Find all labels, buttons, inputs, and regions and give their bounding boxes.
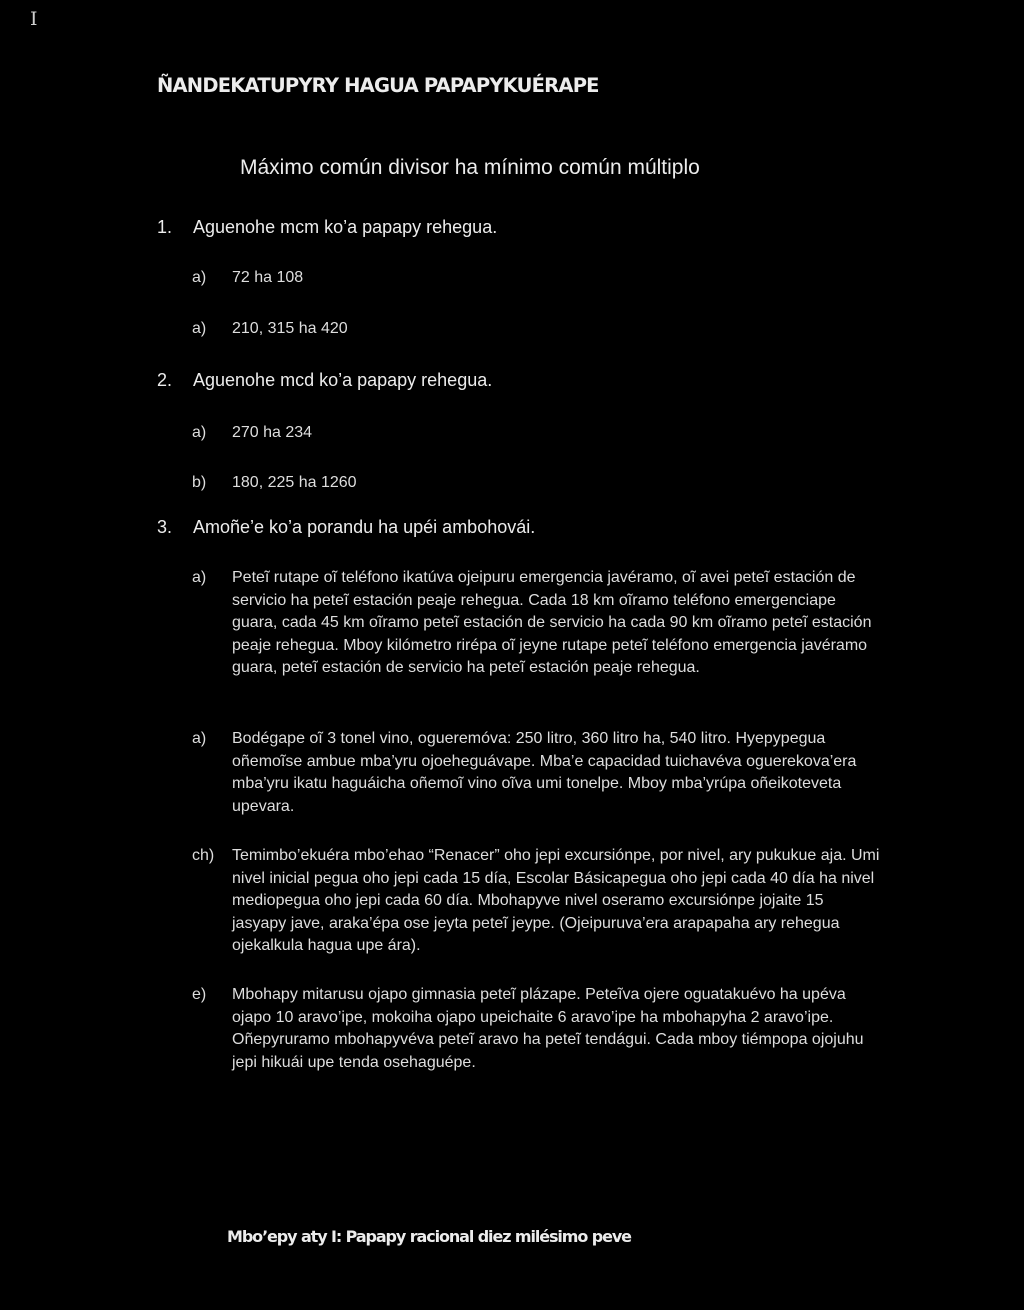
exercise-item: [192, 845, 882, 958]
question-3: [157, 517, 535, 538]
item-letter: a): [192, 424, 207, 441]
item-letter: e): [192, 986, 207, 1003]
question-1: [157, 217, 497, 238]
question-text: Aguenohe mcm ko’a papapy rehegua.: [193, 217, 498, 237]
section-header: ÑANDEKATUPYRY HAGUA PAPAPYKUÉRAPE: [157, 74, 599, 97]
question-number: 2.: [157, 370, 173, 390]
exercise-item: [192, 267, 882, 290]
item-text: Peteĩ rutape oĩ teléfono ikatúva ojeipuru emergencia javéramo, oĩ avei peteĩ estación de servicio ha peteĩ estación peaje rehegua. Cada 18 km oĩramo teléfono emergenciape guara, cada 45 km oĩramo peteĩ estación de servicio ha cada 90 km oĩramo peteĩ estación peaje rehegua. Mboy kilómetro rirépa oĩ jeyne rutape peteĩ teléfono emergencia javéramo guara, peteĩ estación de servicio ha peteĩ estación peaje rehegua.: [232, 569, 872, 677]
item-text: 210, 315 ha 420: [232, 320, 348, 337]
item-text: Mbohapy mitarusu ojapo gimnasia peteĩ plázape. Peteĩva ojere oguatakuévo ha upéva ojapo 10 aravo’ipe, mokoiha ojapo upeichaite 6 aravo’ipe ha mbohapyha 2 aravo’ipe. Oñepyruramo mbohapyvéva peteĩ aravo ha peteĩ tendágui. Cada mboy tiémpopa ojojuhu jepi hikuái upe tenda osehaguépe.: [232, 986, 864, 1071]
page-footer: Mbo’epy aty I: Papapy racional diez milésimo peve: [227, 1227, 631, 1246]
exercise-item: [192, 422, 882, 445]
item-letter: a): [192, 320, 207, 337]
item-text: Bodégape oĩ 3 tonel vino, ogueremóva: 250 litro, 360 litro ha, 540 litro. Hyepypegua oñemoĩse ambue mba’yru ojoeheguávape. Mba’e capacidad tuichavéva oguerekova’era mba’yru ikatu haguáicha oñemoĩ vino oĩva umi tonelpe. Mboy mba’yrúpa oñeikoteveta upevara.: [232, 730, 857, 815]
corner-mark: I: [30, 8, 38, 30]
document-title: Máximo común divisor ha mínimo común múltiplo: [240, 156, 700, 179]
item-letter: a): [192, 730, 207, 747]
question-number: 1.: [157, 217, 173, 237]
item-text: Temimbo’ekuéra mbo’ehao “Renacer” oho jepi excursiónpe, por nivel, ary pukukue aja. Umi nivel inicial pegua oho jepi cada 15 día, Escolar Básicapegua oho jepi cada 40 día ha nivel mediopegua oho jepi cada 60 día. Mbohapyve nivel oseramo excursiónpe jojaite 15 jasyapy jave, araka’épa ose jeyta peteĩ jeype. (Ojeipuruva’era arapapaha ary rehegua ojekalkula hagua upe ára).: [232, 847, 880, 955]
item-text: 72 ha 108: [232, 269, 304, 286]
exercise-item: [192, 472, 882, 495]
question-2: [157, 370, 492, 391]
item-letter: b): [192, 474, 207, 491]
question-number: 3.: [157, 517, 173, 537]
item-letter: ch): [192, 847, 215, 864]
exercise-item: [192, 984, 882, 1074]
exercise-item: [192, 318, 882, 341]
question-text: Amoñe’e ko’a porandu ha upéi ambohovái.: [193, 517, 536, 537]
question-text: Aguenohe mcd ko’a papapy rehegua.: [193, 370, 493, 390]
item-text: 270 ha 234: [232, 424, 313, 441]
exercise-item: [192, 728, 882, 818]
item-text: 180, 225 ha 1260: [232, 474, 357, 491]
item-letter: a): [192, 569, 207, 586]
exercise-item: [192, 567, 882, 680]
item-letter: a): [192, 269, 207, 286]
